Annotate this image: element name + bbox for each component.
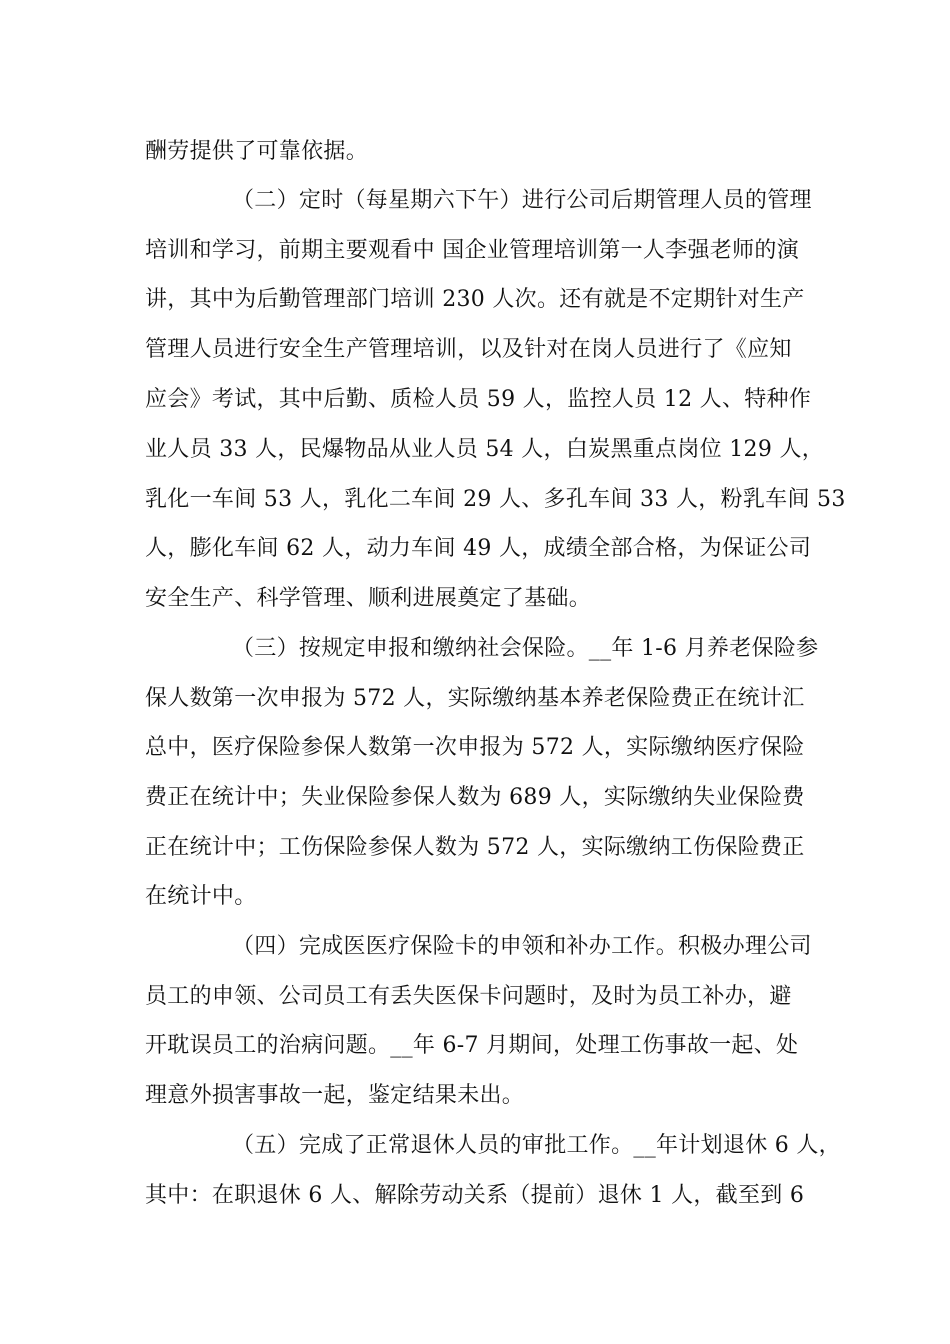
text-line: 员工的申领、公司员工有丢失医保卡问题时，及时为员工补办，避 [145,984,792,1009]
paragraph-heading-3: （三）按规定申报和缴纳社会保险。__年 1-6 月养老保险参 [232,636,819,661]
text-line: 培训和学习，前期主要观看中 国企业管理培训第一人李强老师的演 [145,238,799,263]
paragraph-heading-5: （五）完成了正常退休人员的审批工作。__年计划退休 6 人， [232,1133,841,1158]
text-line: 讲，其中为后勤管理部门培训 230 人次。还有就是不定期针对生产 [145,287,805,312]
text-line: 其中：在职退休 6 人、解除劳动关系（提前）退休 1 人，截至到 6 [145,1183,805,1208]
text-line: 费正在统计中；失业保险参保人数为 689 人，实际缴纳失业保险费 [145,785,805,810]
paragraph-heading-4: （四）完成医医疗保险卡的申领和补办工作。积极办理公司 [232,934,812,959]
text-line: 正在统计中；工伤保险参保人数为 572 人，实际缴纳工伤保险费正 [145,835,805,860]
text-line: 乳化一车间 53 人，乳化二车间 29 人、多孔车间 33 人，粉乳车间 53 [145,487,846,512]
text-line: 理意外损害事故一起，鉴定结果未出。 [145,1083,525,1108]
text-line: 管理人员进行安全生产管理培训，以及针对在岗人员进行了《应知 [145,337,792,362]
text-line: 人，膨化车间 62 人，动力车间 49 人，成绩全部合格，为保证公司 [145,536,812,561]
paragraph-heading-2: （二）定时（每星期六下午）进行公司后期管理人员的管理 [232,188,812,213]
text-line: 应会》考试，其中后勤、质检人员 59 人，监控人员 12 人、特种作 [145,387,812,412]
text-line: 酬劳提供了可靠依据。 [145,139,369,164]
text-line: 安全生产、科学管理、顺利进展奠定了基础。 [145,586,592,611]
text-line: 在统计中。 [145,884,257,909]
text-line: 开耽误员工的治病问题。__年 6-7 月期间，处理工伤事故一起、处 [145,1033,799,1058]
text-line: 总中，医疗保险参保人数第一次申报为 572 人，实际缴纳医疗保险 [145,735,805,760]
text-line: 保人数第一次申报为 572 人，实际缴纳基本养老保险费正在统计汇 [145,686,805,711]
text-line: 业人员 33 人，民爆物品从业人员 54 人，白炭黑重点岗位 129 人， [145,437,825,462]
